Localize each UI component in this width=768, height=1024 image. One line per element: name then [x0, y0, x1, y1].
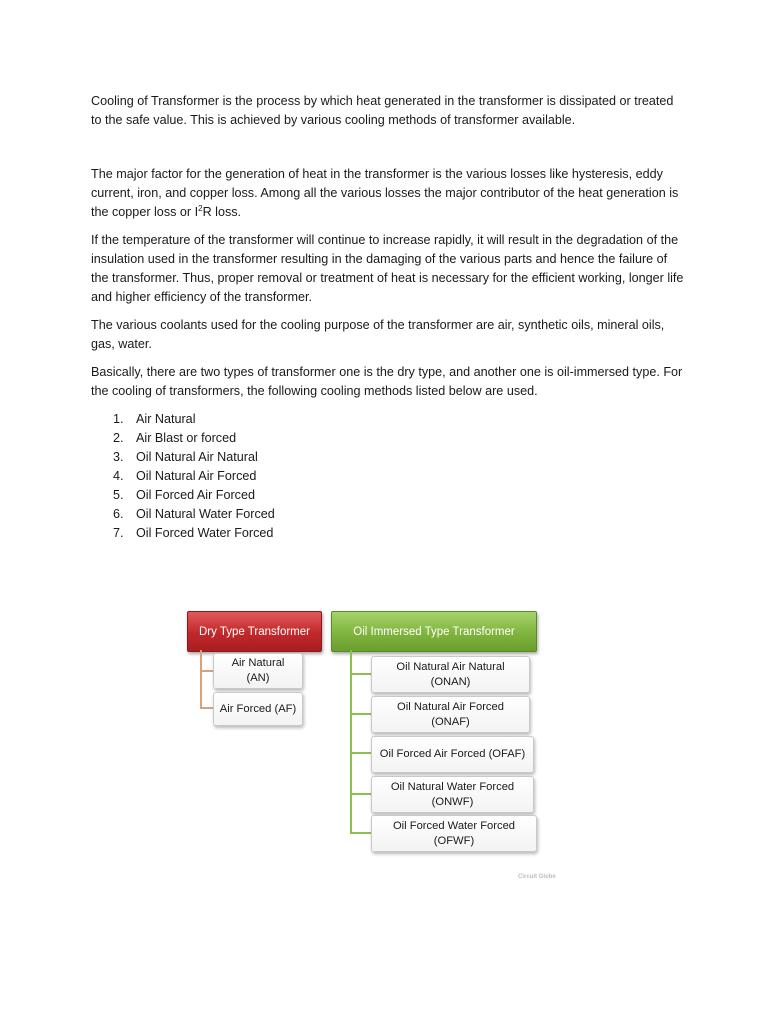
ofwf-box [371, 815, 537, 852]
box-line1: Oil Natural Air Natural [396, 660, 505, 673]
list-label: Oil Natural Water Forced [136, 507, 275, 521]
oil-connector-vertical [350, 650, 352, 834]
box-line2: (ONWF) [431, 795, 474, 808]
list-label: Oil Natural Air Forced [136, 469, 257, 483]
list-label: Oil Natural Air Natural [136, 450, 258, 464]
box-line2: (OFWF) [433, 834, 475, 847]
list-item [91, 505, 687, 524]
list-number: 1. [113, 412, 124, 426]
dry-connector-branch [200, 707, 213, 709]
list-number: 3. [113, 450, 124, 464]
list-label: Oil Forced Air Forced [136, 488, 255, 502]
list-number: 4. [113, 469, 124, 483]
list-number: 5. [113, 488, 124, 502]
list-item [91, 410, 687, 429]
air-natural-box [213, 653, 303, 689]
cooling-methods-list [91, 410, 687, 543]
watermark: Circuit Globe [518, 874, 556, 880]
list-number: 2. [113, 431, 124, 445]
dry-connector-branch [200, 670, 213, 672]
heat-generation-paragraph [91, 165, 687, 222]
box-line1: Oil Forced Water Forced [392, 819, 516, 832]
box-line1: Air Forced (AF) [219, 702, 297, 715]
oil-connector-branch [350, 713, 371, 715]
box-line1: Oil Natural Air Forced [397, 700, 504, 713]
superscript-2: 2 [198, 204, 203, 213]
list-number: 7. [113, 526, 124, 540]
box-line2: (ONAF) [431, 715, 470, 728]
list-item [91, 524, 687, 543]
list-item [91, 448, 687, 467]
document-body [91, 92, 687, 543]
onaf-box [371, 696, 530, 733]
dry-connector-vertical [200, 650, 202, 708]
list-label: Oil Forced Water Forced [136, 526, 274, 540]
list-item [91, 429, 687, 448]
air-forced-box [213, 692, 303, 726]
box-line1: Air Natural [231, 657, 285, 669]
dry-type-header: Dry Type Transformer [187, 611, 322, 652]
coolants-paragraph: The various coolants used for the cooling purpose of the transformer are air, synthetic oils, mineral oils, gas, water. [91, 318, 665, 351]
oil-connector-branch [350, 752, 371, 754]
temperature-paragraph: If the temperature of the transformer will continue to increase rapidly, it will result in the degradation of the insulation used in the transformer resulting in the damaging of the various parts and hence the failure of the transformer. Thus, proper removal or treatment of heat is necessary for the efficient working, longer life and higher efficiency of the transformer. [91, 233, 684, 304]
box-line2: (AN) [246, 672, 270, 684]
box-line2: (ONAN) [430, 675, 471, 688]
list-item [91, 467, 687, 486]
types-paragraph: Basically, there are two types of transformer one is the dry type, and another one is oil-immersed type. For the cooling of transformers, the following cooling methods listed below are used. [91, 365, 683, 398]
intro-paragraph: Cooling of Transformer is the process by which heat generated in the transformer is dissipated or treated to the safe value. This is achieved by various cooling methods of transformer available. [91, 94, 674, 127]
oil-immersed-header: Oil Immersed Type Transformer [331, 611, 537, 652]
oil-connector-branch [350, 793, 371, 795]
list-number: 6. [113, 507, 124, 521]
list-item [91, 486, 687, 505]
oil-connector-branch [350, 832, 371, 834]
ofaf-box [371, 736, 534, 773]
onan-box [371, 656, 530, 693]
box-line1: Oil Forced Air Forced (OFAF) [379, 748, 526, 760]
box-line1: Oil Natural Water Forced [390, 780, 515, 793]
heat-text: The major factor for the generation of heat in the transformer is the various losses like hysteresis, eddy current, iron, and copper loss. Among all the various losses the major contributor of the heat generation is the copper loss or I [91, 167, 679, 219]
list-label: Air Natural [136, 412, 196, 426]
oil-connector-branch [350, 673, 371, 675]
list-label: Air Blast or forced [136, 431, 237, 445]
onwf-box [371, 776, 534, 813]
heat-text-end: R loss. [202, 205, 242, 219]
